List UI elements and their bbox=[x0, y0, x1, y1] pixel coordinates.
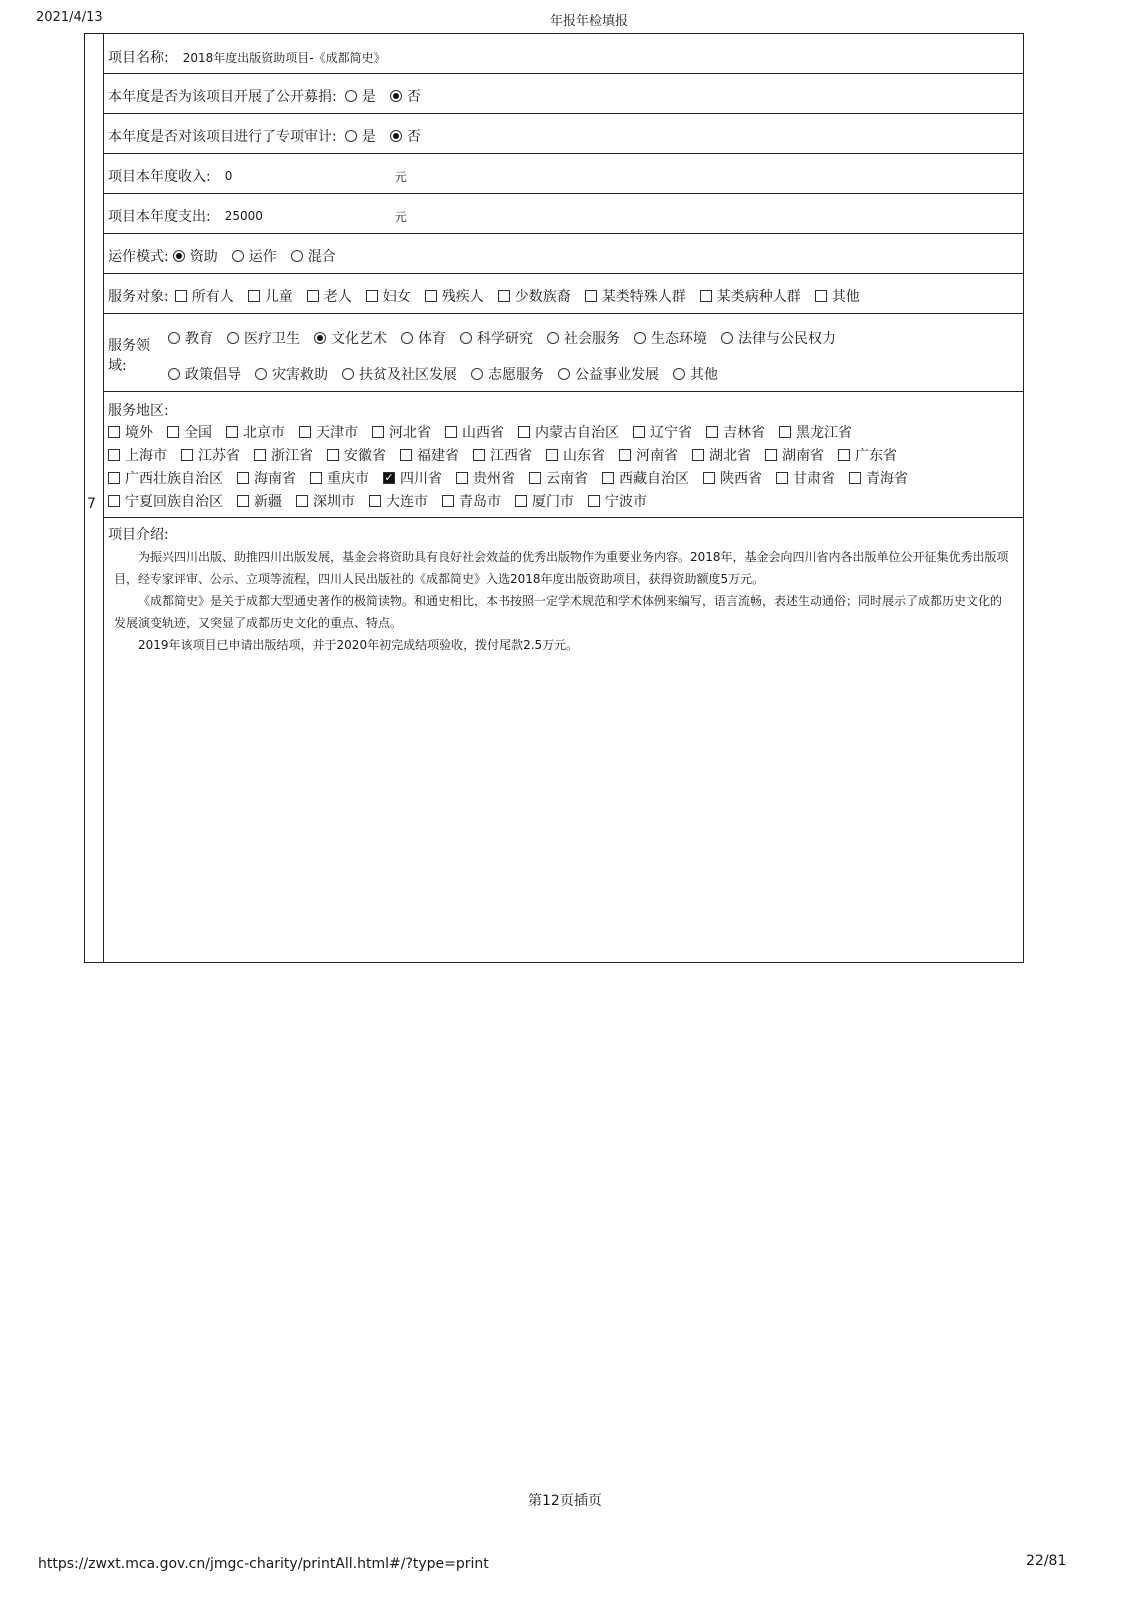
special-audit-option-yes[interactable] bbox=[345, 126, 376, 146]
service-field-option[interactable] bbox=[314, 328, 387, 348]
region-option[interactable] bbox=[383, 468, 442, 488]
option-label: 少数族裔 bbox=[514, 289, 571, 305]
option-label: 残疾人 bbox=[441, 289, 484, 305]
option-label: 老人 bbox=[323, 289, 352, 305]
region-option[interactable] bbox=[692, 445, 751, 465]
service-field-radio[interactable] bbox=[547, 332, 559, 344]
region-checkbox[interactable] bbox=[849, 472, 861, 484]
option-label: 社会服务 bbox=[564, 331, 620, 347]
option-label: 教育 bbox=[185, 331, 213, 347]
service-target-option[interactable] bbox=[498, 286, 571, 306]
option-label: 否 bbox=[406, 129, 421, 145]
region-option[interactable] bbox=[765, 445, 824, 465]
service-target-option[interactable] bbox=[700, 286, 801, 306]
service-field-radio[interactable] bbox=[673, 368, 685, 380]
option-label: 生态环境 bbox=[651, 331, 707, 347]
option-label: 灾害救助 bbox=[272, 367, 328, 383]
service-target-option[interactable] bbox=[175, 286, 234, 306]
service-field-option[interactable] bbox=[471, 364, 544, 384]
region-checkbox[interactable] bbox=[518, 426, 530, 438]
region-checkbox[interactable] bbox=[327, 449, 339, 461]
option-label: 安徽省 bbox=[344, 448, 386, 464]
region-option[interactable] bbox=[108, 468, 223, 488]
service-target-checkbox[interactable] bbox=[366, 290, 378, 302]
service-field-radio[interactable] bbox=[168, 332, 180, 344]
service-target-option[interactable] bbox=[585, 286, 686, 306]
option-label: 湖北省 bbox=[709, 448, 751, 464]
service-target-option[interactable] bbox=[366, 286, 411, 306]
region-option[interactable] bbox=[529, 468, 588, 488]
region-option[interactable] bbox=[703, 468, 762, 488]
option-label: 某类特殊人群 bbox=[601, 289, 686, 305]
region-option[interactable] bbox=[442, 491, 501, 511]
service-field-radio[interactable] bbox=[314, 332, 326, 344]
region-checkbox[interactable] bbox=[602, 472, 614, 484]
service-fields-options-row1 bbox=[168, 328, 850, 348]
region-checkbox[interactable] bbox=[226, 426, 238, 438]
region-checkbox[interactable] bbox=[838, 449, 850, 461]
region-option[interactable] bbox=[518, 422, 619, 442]
region-checkbox[interactable] bbox=[254, 449, 266, 461]
region-checkbox[interactable] bbox=[181, 449, 193, 461]
option-label: 山西省 bbox=[462, 425, 504, 441]
service-targets-row bbox=[104, 274, 1023, 314]
option-label: 否 bbox=[406, 89, 421, 105]
service-field-radio[interactable] bbox=[460, 332, 472, 344]
public-fundraising-no-radio[interactable] bbox=[390, 90, 402, 102]
region-option[interactable] bbox=[456, 468, 515, 488]
public-fundraising-option-no[interactable] bbox=[390, 86, 421, 106]
region-checkbox[interactable] bbox=[299, 426, 311, 438]
option-label: 混合 bbox=[307, 249, 336, 265]
service-field-option[interactable] bbox=[673, 364, 718, 384]
region-checkbox[interactable] bbox=[310, 472, 322, 484]
expense-row bbox=[104, 194, 1023, 234]
public-fundraising-yes-radio[interactable] bbox=[345, 90, 357, 102]
option-label: 天津市 bbox=[316, 425, 358, 441]
region-option[interactable] bbox=[515, 491, 574, 511]
option-label: 陕西省 bbox=[720, 471, 762, 487]
option-label: 政策倡导 bbox=[185, 367, 241, 383]
option-label: 内蒙古自治区 bbox=[535, 425, 619, 441]
region-option[interactable] bbox=[633, 422, 692, 442]
option-label: 云南省 bbox=[546, 471, 588, 487]
operation-mode-radio[interactable] bbox=[232, 250, 244, 262]
service-regions-row-2 bbox=[108, 445, 911, 465]
special-audit-no-radio[interactable] bbox=[390, 130, 402, 142]
region-option[interactable] bbox=[779, 422, 852, 442]
special-audit-row bbox=[104, 114, 1023, 154]
region-checkbox[interactable] bbox=[442, 495, 454, 507]
region-option[interactable] bbox=[226, 422, 285, 442]
option-label: 运作 bbox=[248, 249, 277, 265]
region-option[interactable] bbox=[473, 445, 532, 465]
service-field-option[interactable] bbox=[342, 364, 457, 384]
region-option[interactable] bbox=[445, 422, 504, 442]
form-content bbox=[104, 34, 1023, 962]
region-checkbox[interactable] bbox=[546, 449, 558, 461]
option-label: 辽宁省 bbox=[650, 425, 692, 441]
row-number-column bbox=[85, 34, 104, 962]
service-fields-row bbox=[104, 314, 1023, 392]
region-checkbox[interactable] bbox=[456, 472, 468, 484]
option-label: 所有人 bbox=[191, 289, 234, 305]
income-value: 0 bbox=[224, 169, 233, 183]
service-field-option[interactable] bbox=[460, 328, 533, 348]
service-regions-row-3 bbox=[108, 468, 922, 488]
service-target-checkbox[interactable] bbox=[700, 290, 712, 302]
region-option[interactable] bbox=[167, 422, 212, 442]
option-label: 湖南省 bbox=[782, 448, 824, 464]
region-option[interactable] bbox=[776, 468, 835, 488]
service-fields-label-line1: 服务领 bbox=[108, 338, 150, 354]
service-fields-label-line2: 域: bbox=[108, 358, 127, 374]
region-option[interactable] bbox=[602, 468, 689, 488]
option-label: 全国 bbox=[184, 425, 212, 441]
project-intro-body bbox=[114, 546, 1011, 656]
region-checkbox[interactable] bbox=[706, 426, 718, 438]
special-audit-label: 本年度是否对该项目进行了专项审计: bbox=[108, 129, 337, 145]
region-option[interactable] bbox=[108, 422, 153, 442]
operation-mode-radio[interactable] bbox=[173, 250, 185, 262]
option-label: 科学研究 bbox=[477, 331, 533, 347]
service-field-radio[interactable] bbox=[721, 332, 733, 344]
row-number: 7 bbox=[87, 496, 96, 512]
option-label: 公益事业发展 bbox=[575, 367, 659, 383]
option-label: 北京市 bbox=[243, 425, 285, 441]
region-option[interactable] bbox=[254, 445, 313, 465]
public-fundraising-option-yes[interactable] bbox=[345, 86, 376, 106]
service-field-option[interactable] bbox=[401, 328, 446, 348]
option-label: 河北省 bbox=[389, 425, 431, 441]
region-checkbox[interactable] bbox=[369, 495, 381, 507]
special-audit-option-no[interactable] bbox=[390, 126, 421, 146]
option-label: 四川省 bbox=[400, 471, 442, 487]
option-label: 医疗卫生 bbox=[244, 331, 300, 347]
region-checkbox[interactable] bbox=[529, 472, 541, 484]
option-label: 广西壮族自治区 bbox=[125, 471, 223, 487]
region-checkbox[interactable] bbox=[473, 449, 485, 461]
option-label: 妇女 bbox=[382, 289, 411, 305]
service-field-radio[interactable] bbox=[227, 332, 239, 344]
region-checkbox[interactable] bbox=[779, 426, 791, 438]
footer-page-number: 22/81 bbox=[1026, 1553, 1067, 1569]
service-regions-row-4 bbox=[108, 491, 661, 511]
service-field-option[interactable] bbox=[168, 328, 213, 348]
region-checkbox[interactable] bbox=[108, 426, 120, 438]
service-target-checkbox[interactable] bbox=[425, 290, 437, 302]
region-option[interactable] bbox=[327, 445, 386, 465]
service-regions-label: 服务地区: bbox=[108, 403, 169, 419]
operation-mode-label: 运作模式: bbox=[108, 249, 169, 265]
expense-label: 项目本年度支出: bbox=[108, 209, 211, 225]
region-option[interactable] bbox=[181, 445, 240, 465]
service-regions-row-1 bbox=[108, 422, 866, 442]
option-label: 宁夏回族自治区 bbox=[125, 494, 223, 510]
service-field-option[interactable] bbox=[634, 328, 707, 348]
region-checkbox[interactable] bbox=[167, 426, 179, 438]
option-label: 某类病种人群 bbox=[716, 289, 801, 305]
region-checkbox[interactable] bbox=[588, 495, 600, 507]
region-checkbox[interactable] bbox=[633, 426, 645, 438]
project-form bbox=[84, 33, 1024, 963]
region-checkbox[interactable] bbox=[619, 449, 631, 461]
service-field-option[interactable] bbox=[721, 328, 836, 348]
region-option[interactable] bbox=[546, 445, 605, 465]
region-checkbox[interactable] bbox=[237, 472, 249, 484]
option-label: 西藏自治区 bbox=[619, 471, 689, 487]
option-label: 青岛市 bbox=[459, 494, 501, 510]
expense-unit: 元 bbox=[394, 209, 407, 224]
option-label: 江苏省 bbox=[198, 448, 240, 464]
option-label: 是 bbox=[361, 89, 376, 105]
project-name-value: 2018年度出版资助项目-《成都简史》 bbox=[182, 50, 386, 65]
service-target-checkbox[interactable] bbox=[248, 290, 260, 302]
project-intro-paragraph: 2019年该项目已申请出版结项，并于2020年初完成结项验收，拨付尾款2.5万元。 bbox=[138, 638, 579, 652]
option-label: 广东省 bbox=[855, 448, 897, 464]
option-label: 其他 bbox=[831, 289, 860, 305]
region-option[interactable] bbox=[838, 445, 897, 465]
option-label: 青海省 bbox=[866, 471, 908, 487]
option-label: 资助 bbox=[189, 249, 218, 265]
service-field-option[interactable] bbox=[168, 364, 241, 384]
service-targets-label: 服务对象: bbox=[108, 289, 169, 305]
service-target-checkbox[interactable] bbox=[815, 290, 827, 302]
option-label: 山东省 bbox=[563, 448, 605, 464]
option-label: 新疆 bbox=[254, 494, 282, 510]
region-option[interactable] bbox=[108, 445, 167, 465]
option-label: 法律与公民权力 bbox=[738, 331, 836, 347]
service-field-radio[interactable] bbox=[168, 368, 180, 380]
region-option[interactable] bbox=[237, 468, 296, 488]
region-option[interactable] bbox=[849, 468, 908, 488]
region-checkbox[interactable] bbox=[515, 495, 527, 507]
service-field-radio[interactable] bbox=[634, 332, 646, 344]
region-checkbox[interactable] bbox=[372, 426, 384, 438]
region-checkbox[interactable] bbox=[237, 495, 249, 507]
service-target-option[interactable] bbox=[815, 286, 860, 306]
income-unit: 元 bbox=[394, 169, 407, 184]
service-target-checkbox[interactable] bbox=[175, 290, 187, 302]
region-option[interactable] bbox=[706, 422, 765, 442]
option-label: 儿童 bbox=[264, 289, 293, 305]
option-label: 深圳市 bbox=[313, 494, 355, 510]
option-label: 上海市 bbox=[125, 448, 167, 464]
service-target-option[interactable] bbox=[248, 286, 293, 306]
region-option[interactable] bbox=[299, 422, 358, 442]
operation-mode-option[interactable] bbox=[232, 246, 277, 266]
region-option[interactable] bbox=[400, 445, 459, 465]
region-option[interactable] bbox=[619, 445, 678, 465]
option-label: 浙江省 bbox=[271, 448, 313, 464]
public-fundraising-row bbox=[104, 74, 1023, 114]
region-checkbox[interactable] bbox=[692, 449, 704, 461]
option-label: 扶贫及社区发展 bbox=[359, 367, 457, 383]
region-checkbox[interactable] bbox=[400, 449, 412, 461]
operation-mode-option[interactable] bbox=[291, 246, 336, 266]
option-label: 吉林省 bbox=[723, 425, 765, 441]
option-label: 厦门市 bbox=[532, 494, 574, 510]
project-intro-paragraph: 为振兴四川出版、助推四川出版发展，基金会将资助具有良好社会效益的优秀出版物作为重要业务内容。2018年，基金会向四川省内各出版单位公开征集优秀出版项目，经专家评审、公示、立项等流程，四川人民出版社的《成都简史》入选2018年度出版资助项目，获得资助额度5万元。 bbox=[114, 550, 1009, 586]
option-label: 志愿服务 bbox=[488, 367, 544, 383]
page-label: 第12页插页 bbox=[528, 1493, 602, 1509]
service-regions-row bbox=[104, 392, 1023, 518]
service-fields-label bbox=[108, 336, 150, 376]
region-checkbox[interactable] bbox=[776, 472, 788, 484]
print-date: 2021/4/13 bbox=[36, 10, 103, 25]
income-row bbox=[104, 154, 1023, 194]
region-option[interactable] bbox=[108, 491, 223, 511]
option-label: 贵州省 bbox=[473, 471, 515, 487]
option-label: 大连市 bbox=[386, 494, 428, 510]
region-checkbox[interactable] bbox=[765, 449, 777, 461]
option-label: 境外 bbox=[125, 425, 153, 441]
footer-url[interactable]: https://zwxt.mca.gov.cn/jmgc-charity/printAll.html#/?type=print bbox=[38, 1556, 489, 1572]
region-checkbox-checked[interactable]: ✓ bbox=[384, 471, 394, 484]
region-checkbox[interactable] bbox=[703, 472, 715, 484]
region-checkbox[interactable] bbox=[296, 495, 308, 507]
income-label: 项目本年度收入: bbox=[108, 169, 211, 185]
service-target-checkbox[interactable] bbox=[585, 290, 597, 302]
option-label: 文化艺术 bbox=[331, 331, 387, 347]
service-field-option[interactable] bbox=[227, 328, 300, 348]
special-audit-yes-radio[interactable] bbox=[345, 130, 357, 142]
operation-mode-radio[interactable] bbox=[291, 250, 303, 262]
service-field-radio[interactable] bbox=[401, 332, 413, 344]
page-header-title: 年报年检填报 bbox=[550, 14, 629, 29]
service-field-option[interactable] bbox=[558, 364, 659, 384]
service-field-option[interactable] bbox=[255, 364, 328, 384]
project-name-row bbox=[104, 34, 1023, 74]
region-checkbox[interactable] bbox=[108, 495, 120, 507]
region-option[interactable] bbox=[372, 422, 431, 442]
option-label: 体育 bbox=[418, 331, 446, 347]
service-target-checkbox[interactable] bbox=[498, 290, 510, 302]
region-checkbox[interactable] bbox=[108, 449, 120, 461]
region-checkbox[interactable] bbox=[108, 472, 120, 484]
option-label: 重庆市 bbox=[327, 471, 369, 487]
option-label: 是 bbox=[361, 129, 376, 145]
option-label: 海南省 bbox=[254, 471, 296, 487]
option-label: 河南省 bbox=[636, 448, 678, 464]
service-field-radio[interactable] bbox=[255, 368, 267, 380]
service-target-option[interactable] bbox=[425, 286, 484, 306]
service-target-checkbox[interactable] bbox=[307, 290, 319, 302]
option-label: 甘肃省 bbox=[793, 471, 835, 487]
project-intro-label: 项目介绍: bbox=[108, 527, 169, 543]
option-label: 其他 bbox=[690, 367, 718, 383]
service-field-option[interactable] bbox=[547, 328, 620, 348]
region-option[interactable] bbox=[296, 491, 355, 511]
region-option[interactable] bbox=[237, 491, 282, 511]
service-field-radio[interactable] bbox=[471, 368, 483, 380]
option-label: 福建省 bbox=[417, 448, 459, 464]
region-checkbox[interactable] bbox=[445, 426, 457, 438]
operation-mode-row bbox=[104, 234, 1023, 274]
option-label: 江西省 bbox=[490, 448, 532, 464]
project-name-label: 项目名称: bbox=[108, 50, 169, 66]
operation-mode-option[interactable] bbox=[173, 246, 218, 266]
public-fundraising-label: 本年度是否为该项目开展了公开募捐: bbox=[108, 89, 337, 105]
service-field-radio[interactable] bbox=[342, 368, 354, 380]
option-label: 宁波市 bbox=[605, 494, 647, 510]
service-target-option[interactable] bbox=[307, 286, 352, 306]
region-option[interactable] bbox=[369, 491, 428, 511]
service-field-radio[interactable] bbox=[558, 368, 570, 380]
service-targets-options bbox=[175, 286, 874, 306]
region-option[interactable] bbox=[588, 491, 647, 511]
option-label: 黑龙江省 bbox=[796, 425, 852, 441]
service-fields-options-row2 bbox=[168, 364, 732, 384]
expense-value: 25000 bbox=[224, 209, 263, 223]
region-option[interactable] bbox=[310, 468, 369, 488]
project-intro-paragraph: 《成都简史》是关于成都大型通史著作的极简读物。和通史相比，本书按照一定学术规范和学术体例来编写，语言流畅，表述生动通俗；同时展示了成都历史文化的发展演变轨迹，又突显了成都历史文化的重点、特点。 bbox=[114, 594, 1003, 630]
